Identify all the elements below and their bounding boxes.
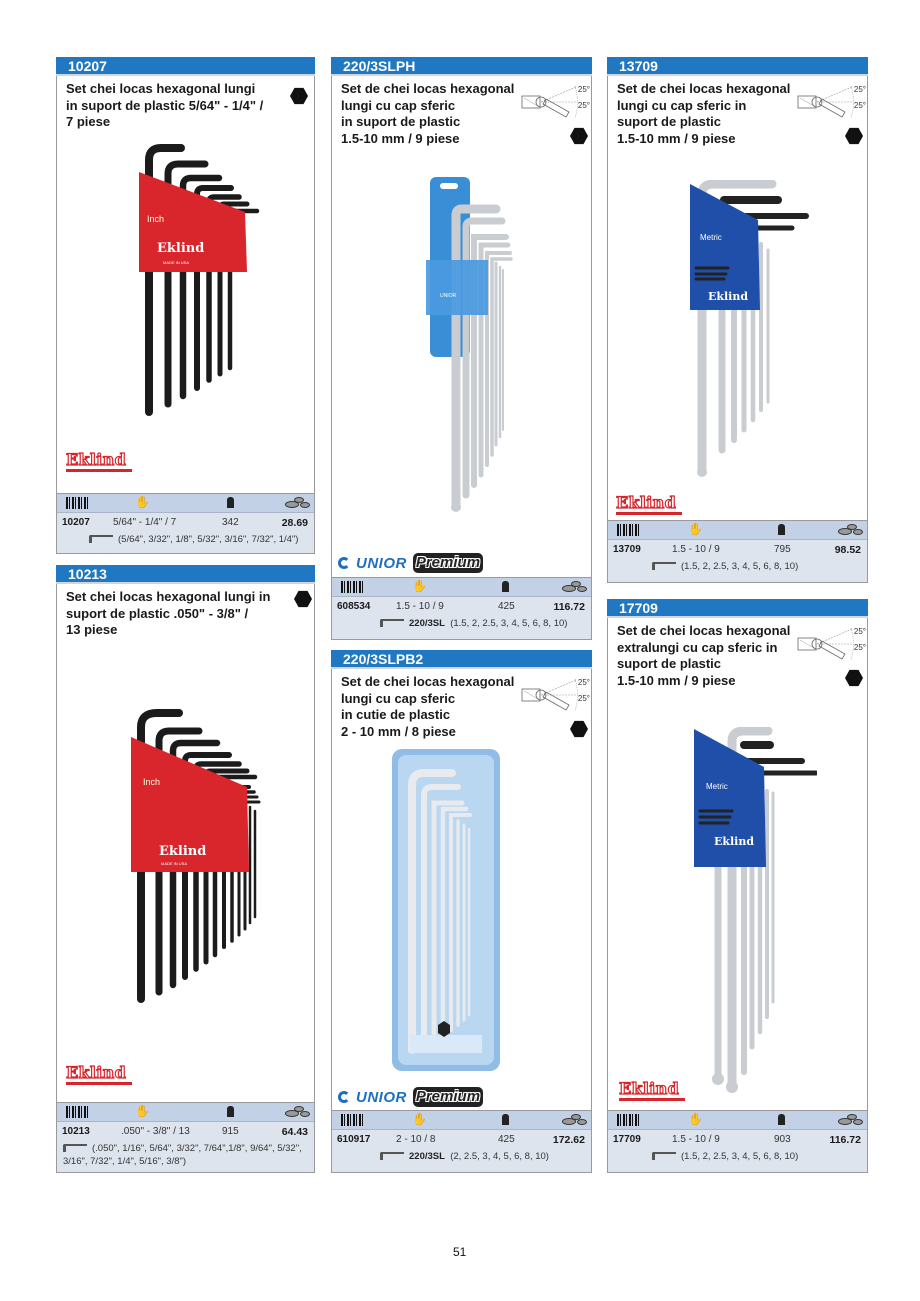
svg-text:Eklind: Eklind bbox=[159, 844, 207, 859]
coins-icon bbox=[838, 524, 864, 536]
ball-end-angle-diagram: 25° 25° bbox=[794, 83, 868, 121]
product-code-header: 10207 bbox=[56, 57, 315, 76]
product-info-table bbox=[332, 577, 591, 639]
weight-icon bbox=[227, 497, 234, 508]
sizes-list: (.050", 1/16", 5/64", 3/32", 7/64",1/8", 9/64", 5/32", 3/16", 7/32", 1/4", 5/16", 3/8") bbox=[63, 1143, 302, 1167]
product-code-header: 17709 bbox=[607, 599, 868, 618]
product-code-header: 220/3SLPB2 bbox=[331, 650, 592, 669]
product-card-10213 bbox=[56, 565, 315, 1173]
svg-text:MADE IN USA: MADE IN USA bbox=[163, 260, 190, 265]
page-number: 51 bbox=[453, 1245, 467, 1259]
product-info-table bbox=[332, 1110, 591, 1172]
unior-mark-icon bbox=[338, 1091, 350, 1103]
ball-end-angle-diagram: 25° 25° bbox=[518, 83, 592, 121]
product-info-table bbox=[608, 520, 867, 582]
product-data-row: 13709 1.5 - 10 / 9 795 98.52 bbox=[613, 544, 861, 556]
product-info-table bbox=[57, 1102, 314, 1172]
product-image bbox=[129, 707, 264, 1007]
unior-premium-logo: UNIOR Premium bbox=[338, 1087, 483, 1107]
sizes-list: (1.5, 2, 2.5, 3, 4, 5, 6, 8, 10) bbox=[608, 1148, 867, 1168]
eklind-logo: Eklind bbox=[619, 1081, 685, 1101]
product-image bbox=[692, 727, 817, 1095]
weight-icon bbox=[227, 1106, 234, 1117]
product-card-220-3slph bbox=[331, 57, 592, 640]
coins-icon bbox=[838, 1114, 864, 1126]
product-image bbox=[390, 745, 502, 1075]
svg-text:Metric: Metric bbox=[700, 233, 722, 242]
product-code-header: 13709 bbox=[607, 57, 868, 76]
hex-icon bbox=[294, 590, 312, 608]
sizes-list: (5/64", 3/32", 1/8", 5/32", 3/16", 7/32", 1/4") bbox=[57, 531, 314, 551]
eklind-logo: Eklind bbox=[66, 452, 132, 472]
hex-key-icon bbox=[380, 619, 404, 627]
weight-icon bbox=[502, 581, 509, 592]
product-image bbox=[135, 142, 265, 427]
product-image bbox=[426, 175, 518, 520]
svg-text:MADE IN USA: MADE IN USA bbox=[161, 861, 188, 866]
coins-icon bbox=[562, 581, 588, 593]
svg-text:Eklind: Eklind bbox=[714, 835, 755, 848]
svg-text:UNIOR: UNIOR bbox=[440, 293, 457, 299]
product-image bbox=[688, 180, 813, 480]
product-title: Set de chei locas hexagonal lungi cu cap sferic in cutie de plastic 2 - 10 mm / 8 piese bbox=[341, 674, 515, 739]
svg-text:Eklind: Eklind bbox=[708, 290, 749, 303]
hex-key-icon bbox=[380, 1152, 404, 1160]
product-data-row: 10213 .050" - 3/8" / 13 915 64.43 bbox=[62, 1126, 308, 1138]
barcode-icon bbox=[617, 1114, 639, 1126]
svg-text:Eklind: Eklind bbox=[157, 241, 205, 256]
product-card-10207 bbox=[56, 57, 315, 554]
sizes-list: 220/3SL (2, 2.5, 3, 4, 5, 6, 8, 10) bbox=[332, 1148, 591, 1168]
hand-icon: ✋ bbox=[412, 579, 427, 593]
product-data-row: 608534 1.5 - 10 / 9 425 116.72 bbox=[337, 601, 585, 613]
hex-key-icon bbox=[89, 535, 113, 543]
hand-icon: ✋ bbox=[135, 495, 150, 509]
hand-icon: ✋ bbox=[135, 1104, 150, 1118]
sizes-list: (1.5, 2, 2.5, 3, 4, 5, 6, 8, 10) bbox=[608, 558, 867, 578]
barcode-icon bbox=[341, 581, 363, 593]
coins-icon bbox=[285, 497, 311, 509]
product-card-13709 bbox=[607, 57, 868, 583]
weight-icon bbox=[502, 1114, 509, 1125]
product-title: Set chei locas hexagonal lungi in suport de plastic 5/64" - 1/4" / 7 piese bbox=[66, 81, 264, 129]
hex-icon bbox=[290, 87, 308, 105]
product-code-header: 10213 bbox=[56, 565, 315, 584]
hex-icon bbox=[570, 720, 588, 738]
product-info-table bbox=[608, 1110, 867, 1172]
product-title: Set chei locas hexagonal lungi in suport de plastic .050" - 3/8" / 13 piese bbox=[66, 589, 271, 637]
product-title: Set de chei locas hexagonal lungi cu cap sferic in suport de plastic 1.5-10 mm / 9 piese bbox=[341, 81, 515, 146]
weight-icon bbox=[778, 524, 785, 535]
barcode-icon bbox=[66, 497, 88, 509]
unior-mark-icon bbox=[338, 557, 350, 569]
barcode-icon bbox=[66, 1106, 88, 1118]
hex-key-icon bbox=[652, 1152, 676, 1160]
unior-premium-logo: UNIOR Premium bbox=[338, 553, 483, 573]
product-card-17709 bbox=[607, 599, 868, 1173]
ball-end-angle-diagram: 25° 25° bbox=[518, 676, 592, 714]
barcode-icon bbox=[617, 524, 639, 536]
sizes-list: 220/3SL (1.5, 2, 2.5, 3, 4, 5, 6, 8, 10) bbox=[332, 615, 591, 635]
product-title: Set de chei locas hexagonal extralungi cu cap sferic in suport de plastic 1.5-10 mm / 9 piese bbox=[617, 623, 791, 688]
hex-icon bbox=[845, 127, 863, 145]
product-info-table bbox=[57, 493, 314, 553]
product-title: Set de chei locas hexagonal lungi cu cap sferic in suport de plastic 1.5-10 mm / 9 piese bbox=[617, 81, 791, 146]
hex-icon bbox=[570, 127, 588, 145]
hex-key-icon bbox=[652, 562, 676, 570]
product-code-header: 220/3SLPH bbox=[331, 57, 592, 76]
ball-end-angle-diagram: 25° 25° bbox=[794, 625, 868, 663]
hex-key-icon bbox=[63, 1144, 87, 1152]
eklind-logo: Eklind bbox=[66, 1065, 132, 1085]
hex-icon bbox=[845, 669, 863, 687]
product-data-row: 17709 1.5 - 10 / 9 903 116.72 bbox=[613, 1134, 861, 1146]
eklind-logo: Eklind bbox=[616, 495, 682, 515]
hand-icon: ✋ bbox=[688, 522, 703, 536]
svg-text:Inch: Inch bbox=[147, 214, 165, 224]
svg-text:Inch: Inch bbox=[143, 777, 161, 787]
weight-icon bbox=[778, 1114, 785, 1125]
coins-icon bbox=[285, 1106, 311, 1118]
svg-text:Metric: Metric bbox=[706, 782, 728, 791]
hand-icon: ✋ bbox=[412, 1112, 427, 1126]
product-data-row: 10207 5/64" - 1/4" / 7 342 28.69 bbox=[62, 517, 308, 529]
coins-icon bbox=[562, 1114, 588, 1126]
product-card-220-3slpb2 bbox=[331, 650, 592, 1173]
barcode-icon bbox=[341, 1114, 363, 1126]
product-data-row: 610917 2 - 10 / 8 425 172.62 bbox=[337, 1134, 585, 1146]
hand-icon: ✋ bbox=[688, 1112, 703, 1126]
